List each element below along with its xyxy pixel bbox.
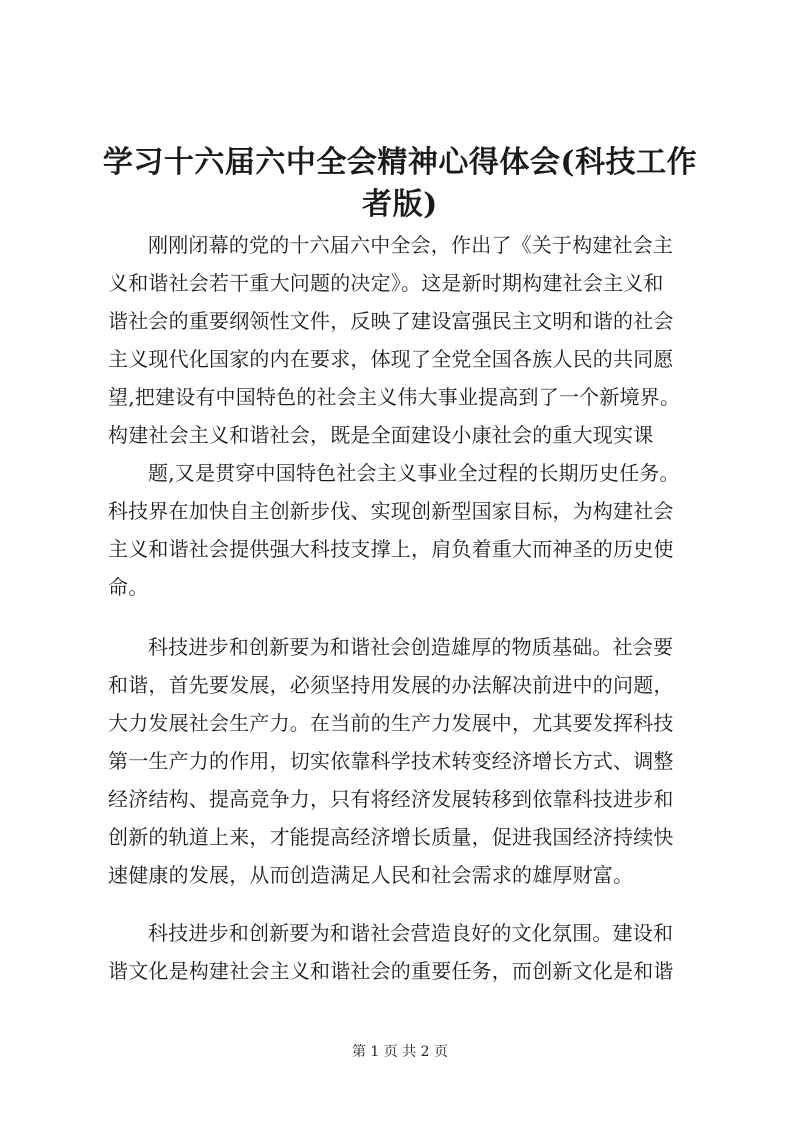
document-title-line-2: 者版) [362, 187, 438, 222]
document-title-line-1: 学习十六届六中全会精神心得体会(科技工作 [102, 145, 698, 180]
body-line: 大力发展社会生产力。在当前的生产力发展中，尤其要发挥科技 [108, 711, 674, 735]
body-line: 命。 [108, 575, 149, 599]
body-line: 主义和谐社会提供强大科技支撑上，肩负着重大而神圣的历史使 [108, 537, 674, 561]
body-line: 速健康的发展，从而创造满足人民和社会需求的雄厚财富。 [108, 863, 634, 887]
body-line: 望,把建设有中国特色的社会主义伟大事业提高到了一个新境界。 [108, 385, 681, 409]
body-line: 创新的轨道上来，才能提高经济增长质量，促进我国经济持续快 [108, 825, 674, 849]
body-line: 科技进步和创新要为和谐社会创造雄厚的物质基础。社会要 [148, 635, 674, 659]
body-line: 义和谐社会若干重大问题的决定》。这是新时期构建社会主义和 [108, 271, 664, 295]
body-line: 科技进步和创新要为和谐社会营造良好的文化氛围。建设和 [148, 921, 674, 945]
body-line: 主义现代化国家的内在要求，体现了全党全国各族人民的共同愿 [108, 347, 674, 371]
body-line: 题,又是贯穿中国特色社会主义事业全过程的长期历史任务。 [148, 461, 680, 485]
body-line: 谐社会的重要纲领性文件，反映了建设富强民主文明和谐的社会 [108, 309, 674, 333]
body-line: 和谐，首先要发展，必须坚持用发展的办法解决前进中的问题， [108, 673, 674, 697]
page-footer: 第 1 页 共 2 页 [351, 1044, 449, 1060]
body-line: 刚刚闭幕的党的十六届六中全会，作出了《关于构建社会主 [148, 233, 674, 257]
body-line: 第一生产力的作用，切实依靠科学技术转变经济增长方式、调整 [108, 749, 674, 773]
body-line: 构建社会主义和谐社会，既是全面建设小康社会的重大现实课 [108, 423, 654, 447]
body-line: 科技界在加快自主创新步伐、实现创新型国家目标，为构建社会 [108, 499, 674, 523]
body-line: 经济结构、提高竞争力，只有将经济发展转移到依靠科技进步和 [108, 787, 674, 811]
body-line: 谐文化是构建社会主义和谐社会的重要任务，而创新文化是和谐 [108, 959, 674, 983]
